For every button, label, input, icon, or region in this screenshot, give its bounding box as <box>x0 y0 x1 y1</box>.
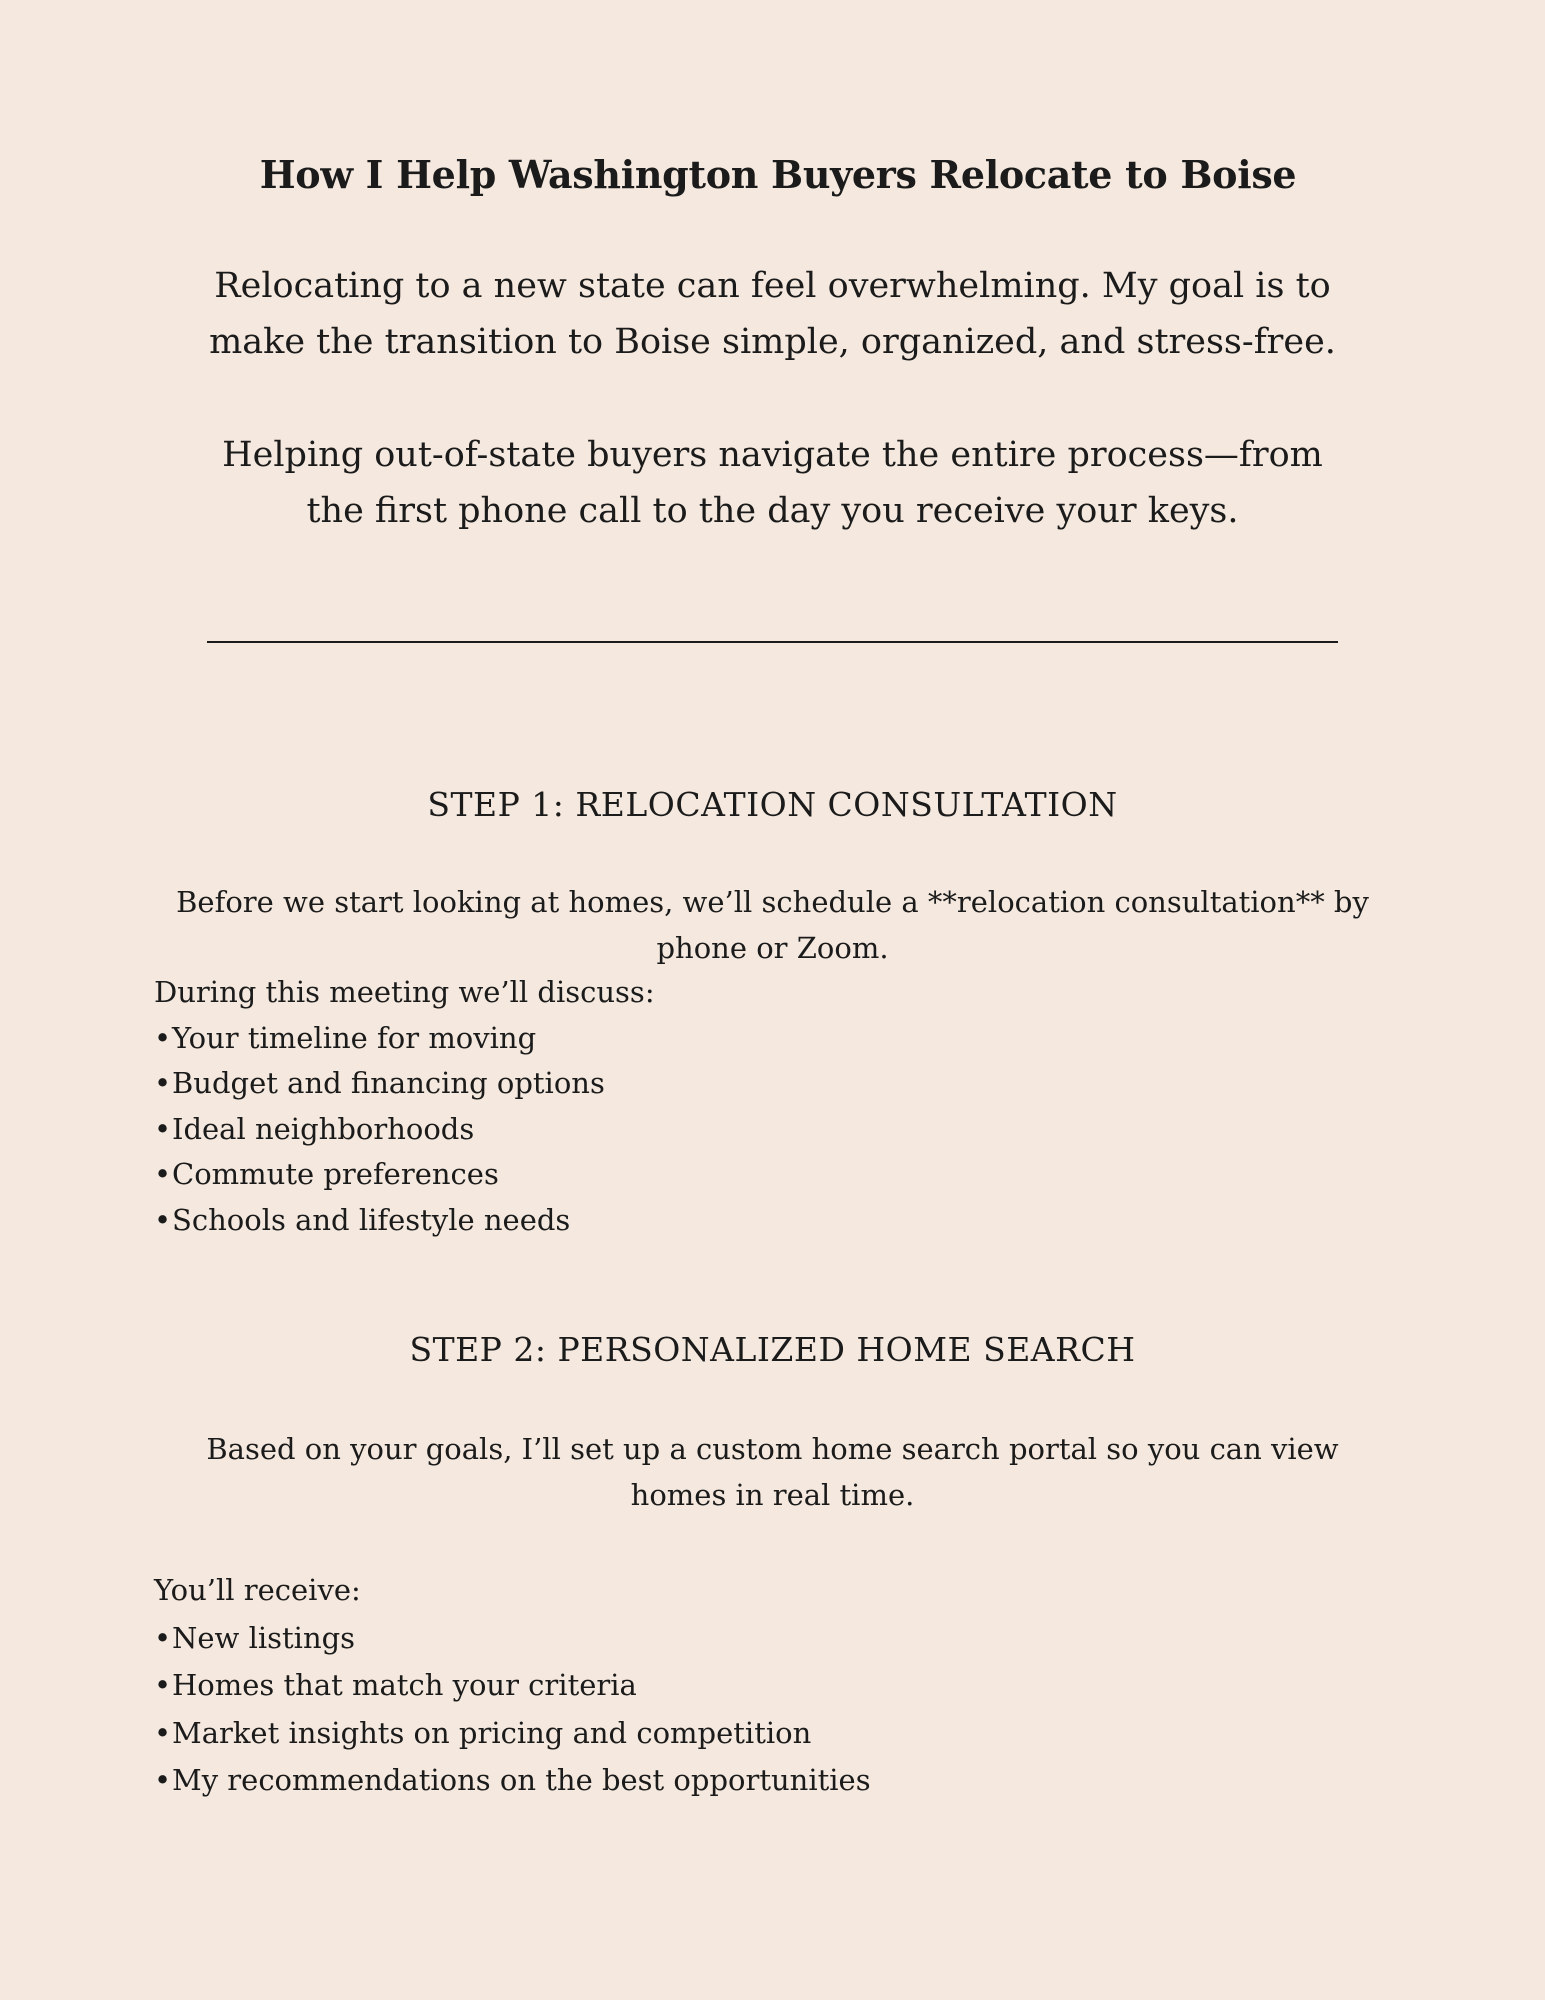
bullet-icon: • <box>154 1202 172 1237</box>
bullet-icon: • <box>154 1111 172 1146</box>
list-item-text: Ideal neighborhoods <box>172 1111 475 1146</box>
bullet-icon: • <box>154 1715 172 1750</box>
intro-paragraph: Relocating to a new state can feel overwhelming. My goal is to make the transition to Boise simple, organized, and stress-free. <box>209 266 1336 362</box>
list-item <box>154 1061 1354 1107</box>
list-item <box>154 1198 1354 1244</box>
list-item <box>154 1107 1354 1153</box>
step-2-list-lead: You’ll receive: <box>154 1573 361 1607</box>
bullet-icon: • <box>154 1066 172 1100</box>
step-1-intro: Before we start looking at homes, we’ll schedule a **relocation consultation** by phone or Zoom. <box>176 885 1369 965</box>
step-1-list-lead: During this meeting we’ll discuss: <box>154 975 655 1009</box>
list-item-text: My recommendations on the best opportunities <box>172 1763 871 1797</box>
step-2-heading: STEP 2: PERSONALIZED HOME SEARCH <box>409 1330 1136 1369</box>
step-2-list <box>154 1615 1354 1805</box>
list-item <box>154 1662 1354 1710</box>
list-item-text: Your timeline for moving <box>172 1020 537 1055</box>
step-1-list-block <box>154 970 1354 1243</box>
list-item <box>154 1757 1354 1805</box>
bullet-icon: • <box>154 1157 172 1191</box>
bullet-icon: • <box>154 1668 172 1702</box>
list-item <box>154 1615 1354 1663</box>
list-item-text: Market insights on pricing and competition <box>172 1715 812 1750</box>
step-2-intro: Based on your goals, I’ll set up a custom home search portal so you can view homes in real time. <box>206 1432 1339 1512</box>
list-item <box>154 1710 1354 1758</box>
list-item-text: Commute preferences <box>172 1157 499 1191</box>
list-item-text: Budget and financing options <box>172 1066 605 1100</box>
step-2-list-block <box>154 1567 1354 1805</box>
step-1-heading: STEP 1: RELOCATION CONSULTATION <box>427 785 1118 824</box>
list-item <box>154 1152 1354 1198</box>
bullet-icon: • <box>154 1763 172 1797</box>
list-item-text: New listings <box>172 1620 356 1655</box>
bullet-icon: • <box>154 1620 172 1655</box>
step-1-list <box>154 1016 1354 1244</box>
section-divider <box>207 641 1338 643</box>
list-item-text: Homes that match your criteria <box>172 1668 637 1702</box>
bullet-icon: • <box>154 1020 172 1055</box>
intro-paragraph: Helping out-of-state buyers navigate the entire process—from the first phone call to the day you receive your keys. <box>222 435 1323 531</box>
list-item-text: Schools and lifestyle needs <box>172 1202 571 1237</box>
page-title: How I Help Washington Buyers Relocate to Boise <box>259 152 1297 197</box>
list-item <box>154 1016 1354 1062</box>
